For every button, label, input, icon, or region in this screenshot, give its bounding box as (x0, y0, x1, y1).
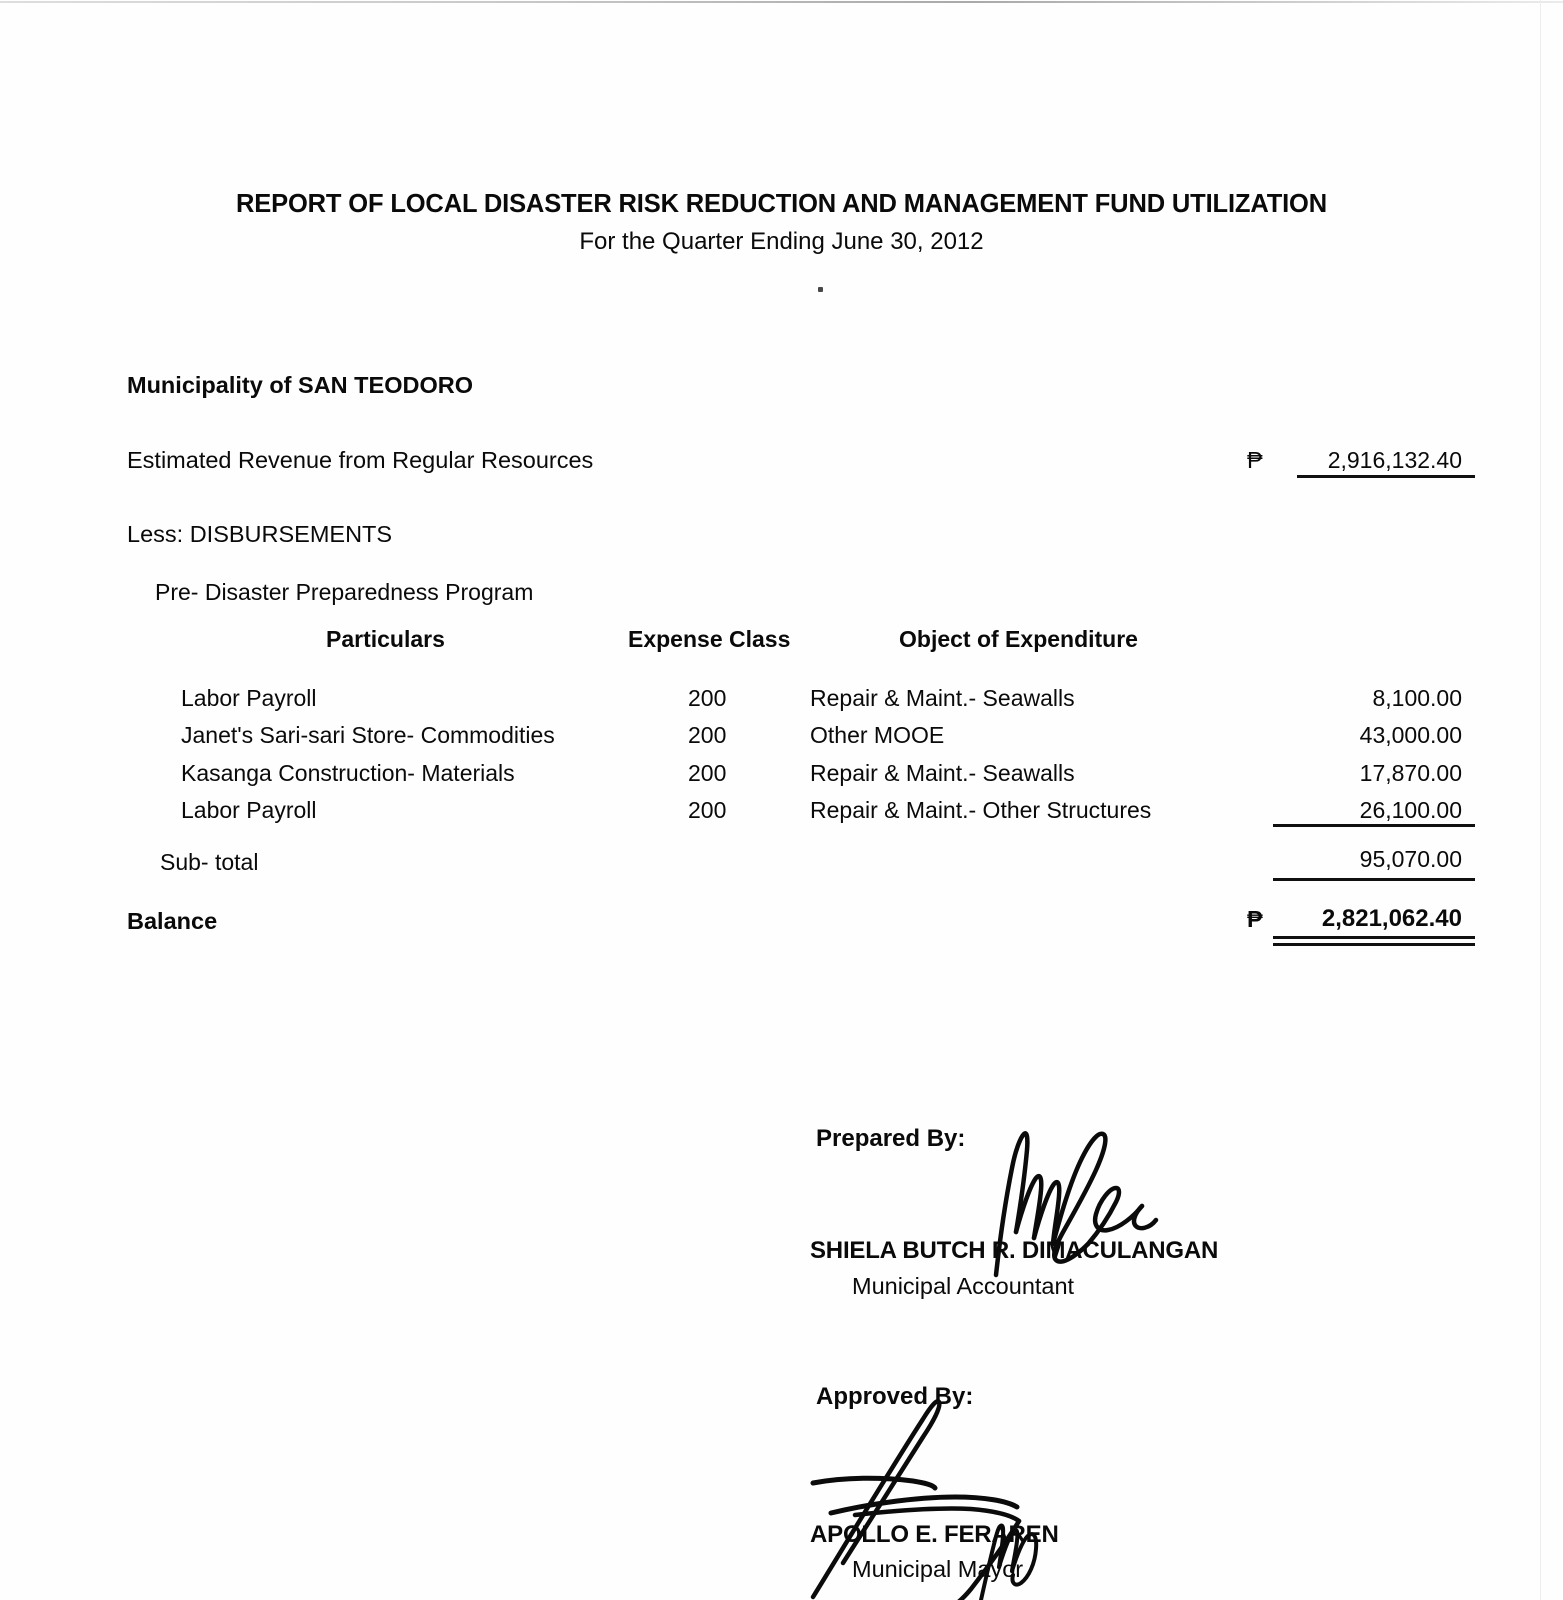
program-label: Pre- Disaster Preparedness Program (155, 579, 534, 605)
balance-underline-upper (1273, 936, 1475, 939)
table-row-expense-class: 200 (688, 797, 727, 823)
column-header-object-of-expenditure: Object of Expenditure (899, 626, 1138, 652)
subtotal-underline (1273, 878, 1475, 881)
table-row-amount: 17,870.00 (1359, 760, 1462, 786)
table-row-object: Repair & Maint.- Seawalls (810, 685, 1075, 711)
table-row-object: Repair & Maint.- Seawalls (810, 760, 1075, 786)
table-row-object: Other MOOE (810, 722, 945, 748)
peso-sign-revenue: ₱ (1247, 447, 1263, 473)
subtotal-label: Sub- total (160, 849, 259, 875)
scan-edge-top (0, 1, 1563, 3)
column-header-expense-class: Expense Class (628, 626, 791, 652)
table-row-particulars: Janet's Sari-sari Store- Commodities (181, 722, 555, 748)
table-row-object: Repair & Maint.- Other Structures (810, 797, 1152, 823)
table-row-particulars: Kasanga Construction- Materials (181, 760, 515, 786)
column-header-particulars: Particulars (326, 626, 445, 652)
table-row-amount: 26,100.00 (1359, 797, 1462, 823)
estimated-revenue-amount: 2,916,132.40 (1327, 447, 1462, 473)
estimated-revenue-label: Estimated Revenue from Regular Resources (127, 447, 594, 473)
table-row-amount: 43,000.00 (1359, 722, 1462, 748)
balance-label: Balance (127, 908, 218, 934)
subtotal-amount: 95,070.00 (1359, 846, 1462, 872)
table-row-amount: 8,100.00 (1372, 685, 1462, 711)
page-title: REPORT OF LOCAL DISASTER RISK REDUCTION AND MANAGEMENT FUND UTILIZATION (235, 190, 1328, 218)
peso-sign-balance: ₱ (1247, 906, 1263, 932)
prepared-by-name: SHIELA BUTCH R. DIMACULANGAN (810, 1237, 1219, 1264)
approved-by-name: APOLLO E. FERAREN (810, 1521, 1059, 1548)
table-row-expense-class: 200 (688, 760, 727, 786)
approved-by-role: Municipal Mayor (852, 1556, 1024, 1582)
page-subtitle: For the Quarter Ending June 30, 2012 (579, 228, 984, 255)
balance-amount: 2,821,062.40 (1321, 905, 1462, 932)
balance-underline-lower (1273, 943, 1475, 946)
table-row-expense-class: 200 (688, 722, 727, 748)
scan-speck (818, 287, 823, 292)
table-row-expense-class: 200 (688, 685, 727, 711)
items-total-underline (1273, 824, 1475, 827)
revenue-underline (1297, 475, 1475, 478)
municipality-name: Municipality of SAN TEODORO (127, 372, 473, 398)
prepared-by-role: Municipal Accountant (852, 1273, 1075, 1299)
approved-by-caption: Approved By: (816, 1383, 974, 1410)
table-row-particulars: Labor Payroll (181, 797, 317, 823)
table-row-particulars: Labor Payroll (181, 685, 317, 711)
prepared-by-caption: Prepared By: (816, 1125, 966, 1152)
disbursements-heading: Less: DISBURSEMENTS (127, 521, 393, 547)
